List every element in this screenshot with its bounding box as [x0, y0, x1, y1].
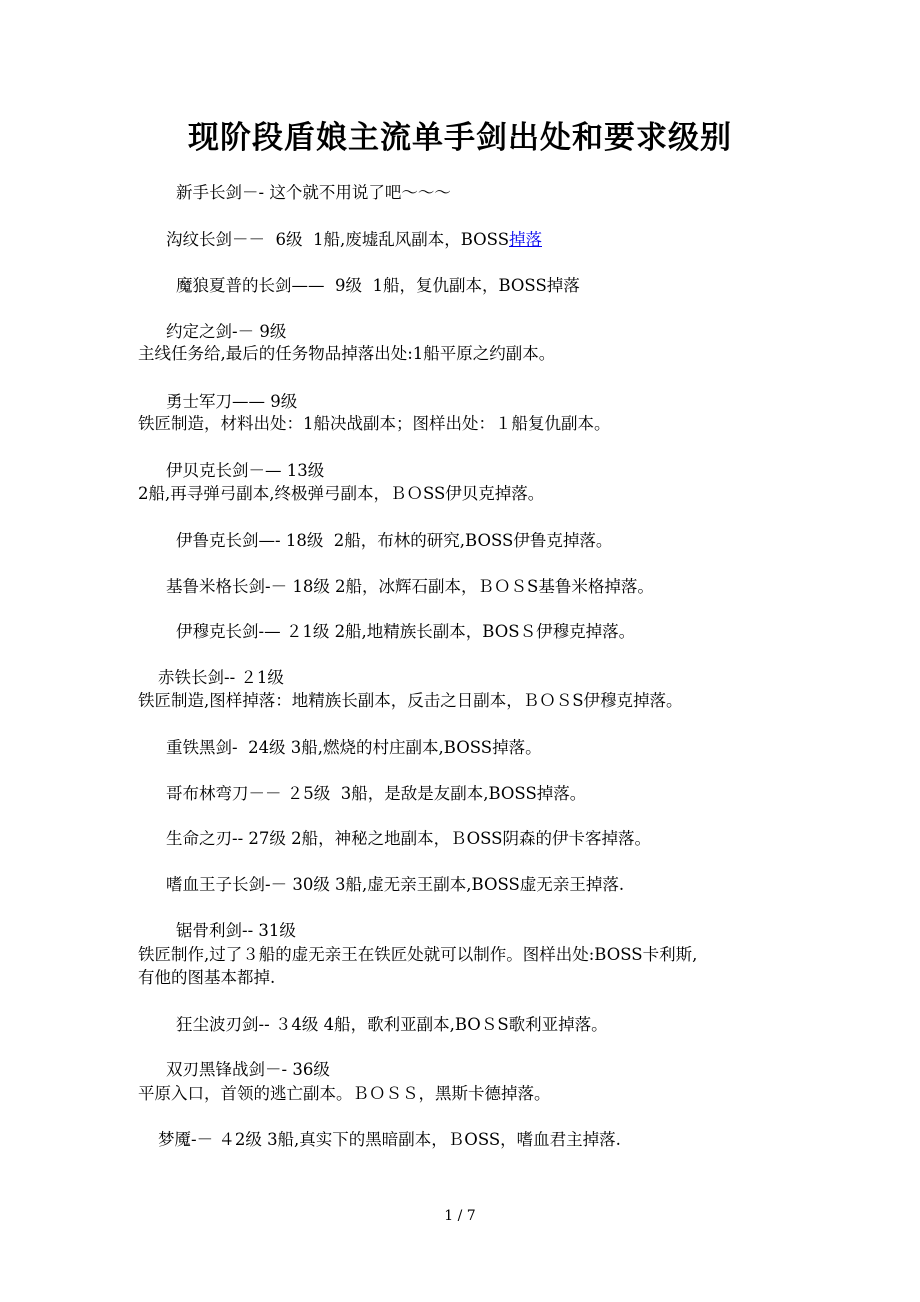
text-line: 梦魇-－ ４2级 3船,真实下的黑暗副本，ＢOSS，嗜血君主掉落.	[158, 1130, 621, 1149]
text-line: 伊鲁克长剑—- 18级 2船，布林的研究,BOSS伊鲁克掉落。	[176, 531, 613, 550]
text-line: 铁匠制造,图样掉落：地精族长副本，反击之日副本，ＢＯＳS伊穆克掉落。	[138, 691, 683, 710]
text-line: 主线任务给,最后的任务物品掉落出处:1船平原之约副本。	[138, 344, 556, 363]
text-line: 生命之刃-- 27级 2船，神秘之地副本，ＢOSS阴森的伊卡客掉落。	[166, 829, 651, 848]
page-number: 1 / 7	[444, 1208, 476, 1224]
text-line: 重铁黑剑- 24级 3船,燃烧的村庄副本,BOSS掉落。	[166, 738, 542, 757]
text-line: 铁匠制造，材料出处：1船决战副本；图样出处：１船复仇副本。	[138, 414, 611, 433]
text-line: 魔狼夏普的长剑—— 9级 1船，复仇副本，BOSS掉落	[176, 276, 580, 295]
text-line: 基鲁米格长剑-－ 18级 2船，冰辉石副本，ＢＯＳS基鲁米格掉落。	[166, 577, 654, 596]
text-line: 哥布林弯刀－－ ２5级 3船，是敌是友副本,BOSS掉落。	[166, 784, 587, 803]
text-line: 铁匠制作,过了３船的虚无亲王在铁匠处就可以制作。图样出处:BOSS卡利斯,	[138, 945, 698, 964]
text-line: 锯骨利剑-- 31级	[176, 921, 296, 940]
text-line: 平原入口，首领的逃亡副本。ＢＯＳＳ，黑斯卡德掉落。	[138, 1084, 551, 1103]
text-line: 新手长剑－- 这个就不用说了吧～～～	[176, 183, 451, 202]
drop-link[interactable]: 掉落	[509, 230, 542, 249]
text-line: 伊穆克长剑-— ２1级 2船,地精族长副本，BOSＳ伊穆克掉落。	[176, 622, 636, 641]
text-line: 约定之剑-－ 9级	[166, 322, 287, 341]
text-line: 有他的图基本都掉.	[138, 968, 276, 987]
text-line: 赤铁长剑-- ２1级	[158, 668, 284, 687]
text-line: 勇士军刀—— 9级	[166, 392, 298, 411]
text-line-content: 沟纹长剑－－ 6级 1船,废墟乱风副本，BOSS	[166, 230, 509, 249]
text-line: 双刃黑锋战剑－- 36级	[166, 1060, 330, 1079]
text-line: 2船,再寻弹弓副本,终极弹弓副本，ＢＯSS伊贝克掉落。	[138, 484, 545, 503]
text-line: 狂尘波刃剑-- ３4级 4船，歌利亚副本,BOＳS歌利亚掉落。	[176, 1015, 608, 1034]
document-title: 现阶段盾娘主流单手剑出处和要求级别	[188, 120, 732, 156]
text-line: 伊贝克长剑－— 13级	[166, 461, 325, 480]
text-line	[166, 230, 542, 250]
text-line: 嗜血王子长剑-－ 30级 3船,虚无亲王副本,BOSS虚无亲王掉落.	[166, 875, 625, 894]
